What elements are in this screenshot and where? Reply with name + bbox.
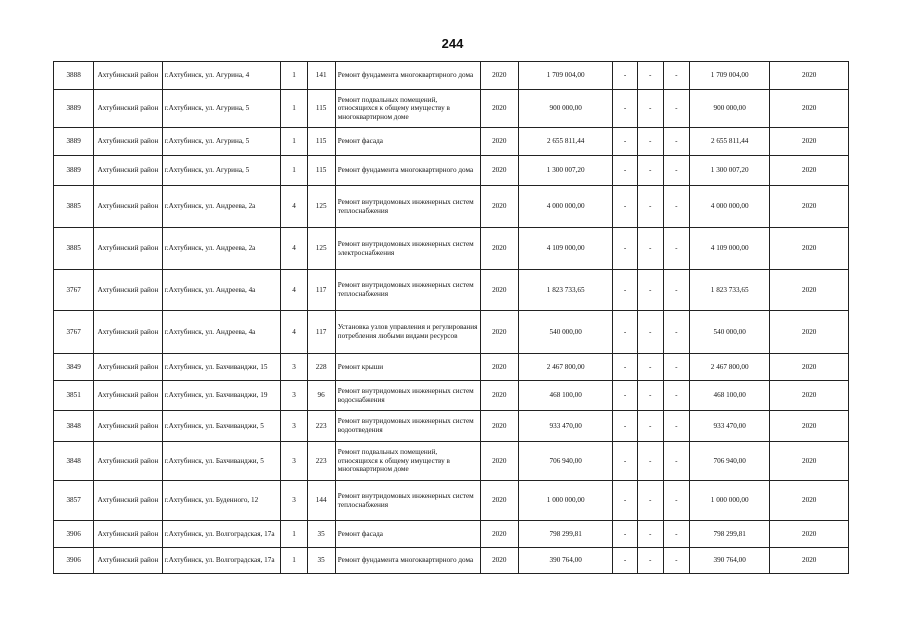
district-cell: Ахтубинский район [94, 381, 162, 411]
cost-cell: 390 764,00 [518, 548, 613, 574]
dash-cell: - [663, 521, 689, 548]
dash-cell: - [663, 442, 689, 481]
year-cell: 2020 [480, 270, 518, 311]
dash-cell: - [663, 481, 689, 521]
dash-cell: - [613, 90, 637, 128]
total-cell: 4 109 000,00 [689, 228, 770, 270]
year-cell: 2020 [480, 548, 518, 574]
dash-cell: - [663, 311, 689, 354]
table-row [54, 156, 849, 186]
dash-cell: - [637, 228, 663, 270]
cost-cell: 2 655 811,44 [518, 128, 613, 156]
table-row [54, 548, 849, 574]
end-year-cell: 2020 [770, 521, 849, 548]
district-cell: Ахтубинский район [94, 442, 162, 481]
district-cell: Ахтубинский район [94, 311, 162, 354]
table-row [54, 354, 849, 381]
end-year-cell: 2020 [770, 128, 849, 156]
work-type-cell: Ремонт фундамента многоквартирного дома [335, 548, 480, 574]
apartments-cell: 35 [307, 548, 335, 574]
row-id: 3851 [54, 381, 94, 411]
end-year-cell: 2020 [770, 411, 849, 442]
dash-cell: - [637, 521, 663, 548]
district-cell: Ахтубинский район [94, 156, 162, 186]
cost-cell: 468 100,00 [518, 381, 613, 411]
floors-cell: 1 [281, 548, 307, 574]
dash-cell: - [637, 128, 663, 156]
dash-cell: - [637, 548, 663, 574]
address-cell: г.Ахтубинск, ул. Бахчиванджи, 15 [162, 354, 281, 381]
row-id: 3889 [54, 90, 94, 128]
work-type-cell: Ремонт внутридомовых инженерных систем теплоснабжения [335, 186, 480, 228]
district-cell: Ахтубинский район [94, 128, 162, 156]
total-cell: 1 000 000,00 [689, 481, 770, 521]
work-type-cell: Установка узлов управления и регулирования потребления любыми видами ресурсов [335, 311, 480, 354]
year-cell: 2020 [480, 62, 518, 90]
work-type-cell: Ремонт подвальных помещений, относящихся к общему имуществу в многоквартирном доме [335, 90, 480, 128]
dash-cell: - [637, 442, 663, 481]
apartments-cell: 115 [307, 90, 335, 128]
work-type-cell: Ремонт подвальных помещений, относящихся к общему имуществу в многоквартирном доме [335, 442, 480, 481]
district-cell: Ахтубинский район [94, 270, 162, 311]
row-id: 3889 [54, 128, 94, 156]
district-cell: Ахтубинский район [94, 186, 162, 228]
row-id: 3885 [54, 186, 94, 228]
end-year-cell: 2020 [770, 156, 849, 186]
dash-cell: - [663, 62, 689, 90]
work-type-cell: Ремонт внутридомовых инженерных систем электроснабжения [335, 228, 480, 270]
district-cell: Ахтубинский район [94, 548, 162, 574]
row-id: 3906 [54, 548, 94, 574]
table-row [54, 381, 849, 411]
apartments-cell: 115 [307, 128, 335, 156]
cost-cell: 1 000 000,00 [518, 481, 613, 521]
dash-cell: - [613, 186, 637, 228]
floors-cell: 1 [281, 128, 307, 156]
address-cell: г.Ахтубинск, ул. Андреева, 2а [162, 186, 281, 228]
cost-cell: 1 709 004,00 [518, 62, 613, 90]
dash-cell: - [613, 548, 637, 574]
floors-cell: 3 [281, 481, 307, 521]
total-cell: 468 100,00 [689, 381, 770, 411]
dash-cell: - [663, 548, 689, 574]
floors-cell: 4 [281, 311, 307, 354]
dash-cell: - [663, 354, 689, 381]
apartments-cell: 125 [307, 228, 335, 270]
total-cell: 540 000,00 [689, 311, 770, 354]
dash-cell: - [613, 481, 637, 521]
end-year-cell: 2020 [770, 270, 849, 311]
work-type-cell: Ремонт внутридомовых инженерных систем водоснабжения [335, 381, 480, 411]
dash-cell: - [637, 156, 663, 186]
dash-cell: - [613, 411, 637, 442]
district-cell: Ахтубинский район [94, 62, 162, 90]
row-id: 3767 [54, 270, 94, 311]
cost-cell: 4 109 000,00 [518, 228, 613, 270]
dash-cell: - [637, 311, 663, 354]
address-cell: г.Ахтубинск, ул. Агурина, 4 [162, 62, 281, 90]
dash-cell: - [613, 270, 637, 311]
floors-cell: 1 [281, 90, 307, 128]
row-id: 3848 [54, 411, 94, 442]
dash-cell: - [613, 521, 637, 548]
district-cell: Ахтубинский район [94, 411, 162, 442]
table-row [54, 270, 849, 311]
apartments-cell: 96 [307, 381, 335, 411]
dash-cell: - [613, 156, 637, 186]
total-cell: 2 655 811,44 [689, 128, 770, 156]
dash-cell: - [663, 156, 689, 186]
apartments-cell: 144 [307, 481, 335, 521]
dash-cell: - [663, 381, 689, 411]
dash-cell: - [663, 186, 689, 228]
apartments-cell: 117 [307, 311, 335, 354]
address-cell: г.Ахтубинск, ул. Агурина, 5 [162, 128, 281, 156]
district-cell: Ахтубинский район [94, 521, 162, 548]
dash-cell: - [613, 381, 637, 411]
year-cell: 2020 [480, 354, 518, 381]
dash-cell: - [613, 62, 637, 90]
cost-cell: 540 000,00 [518, 311, 613, 354]
year-cell: 2020 [480, 381, 518, 411]
cost-cell: 4 000 000,00 [518, 186, 613, 228]
end-year-cell: 2020 [770, 311, 849, 354]
apartments-cell: 228 [307, 354, 335, 381]
cost-cell: 900 000,00 [518, 90, 613, 128]
address-cell: г.Ахтубинск, ул. Буденного, 12 [162, 481, 281, 521]
end-year-cell: 2020 [770, 228, 849, 270]
year-cell: 2020 [480, 481, 518, 521]
district-cell: Ахтубинский район [94, 481, 162, 521]
floors-cell: 4 [281, 228, 307, 270]
page-number: 244 [441, 36, 464, 51]
total-cell: 1 300 007,20 [689, 156, 770, 186]
dash-cell: - [663, 270, 689, 311]
work-type-cell: Ремонт внутридомовых инженерных систем теплоснабжения [335, 481, 480, 521]
address-cell: г.Ахтубинск, ул. Агурина, 5 [162, 90, 281, 128]
address-cell: г.Ахтубинск, ул. Бахчиванджи, 5 [162, 442, 281, 481]
dash-cell: - [663, 90, 689, 128]
floors-cell: 1 [281, 156, 307, 186]
address-cell: г.Ахтубинск, ул. Волгоградская, 17а [162, 521, 281, 548]
end-year-cell: 2020 [770, 381, 849, 411]
year-cell: 2020 [480, 128, 518, 156]
year-cell: 2020 [480, 228, 518, 270]
cost-cell: 706 940,00 [518, 442, 613, 481]
end-year-cell: 2020 [770, 548, 849, 574]
table-row [54, 442, 849, 481]
address-cell: г.Ахтубинск, ул. Андреева, 4а [162, 311, 281, 354]
floors-cell: 3 [281, 354, 307, 381]
year-cell: 2020 [480, 186, 518, 228]
table-row [54, 62, 849, 90]
work-type-cell: Ремонт крыши [335, 354, 480, 381]
end-year-cell: 2020 [770, 442, 849, 481]
floors-cell: 4 [281, 186, 307, 228]
dash-cell: - [637, 270, 663, 311]
dash-cell: - [663, 228, 689, 270]
total-cell: 798 299,81 [689, 521, 770, 548]
table-row [54, 228, 849, 270]
work-type-cell: Ремонт фундамента многоквартирного дома [335, 156, 480, 186]
dash-cell: - [637, 62, 663, 90]
apartments-cell: 125 [307, 186, 335, 228]
address-cell: г.Ахтубинск, ул. Волгоградская, 17а [162, 548, 281, 574]
dash-cell: - [613, 442, 637, 481]
row-id: 3906 [54, 521, 94, 548]
end-year-cell: 2020 [770, 90, 849, 128]
row-id: 3888 [54, 62, 94, 90]
total-cell: 706 940,00 [689, 442, 770, 481]
work-type-cell: Ремонт внутридомовых инженерных систем водоотведения [335, 411, 480, 442]
apartments-cell: 223 [307, 411, 335, 442]
total-cell: 1 709 004,00 [689, 62, 770, 90]
row-id: 3849 [54, 354, 94, 381]
cost-cell: 2 467 800,00 [518, 354, 613, 381]
end-year-cell: 2020 [770, 354, 849, 381]
floors-cell: 3 [281, 381, 307, 411]
dash-cell: - [663, 411, 689, 442]
floors-cell: 3 [281, 442, 307, 481]
dash-cell: - [613, 128, 637, 156]
district-cell: Ахтубинский район [94, 228, 162, 270]
table-body [54, 62, 849, 574]
cost-cell: 1 300 007,20 [518, 156, 613, 186]
apartments-cell: 141 [307, 62, 335, 90]
year-cell: 2020 [480, 90, 518, 128]
apartments-cell: 115 [307, 156, 335, 186]
total-cell: 2 467 800,00 [689, 354, 770, 381]
end-year-cell: 2020 [770, 481, 849, 521]
floors-cell: 1 [281, 62, 307, 90]
work-type-cell: Ремонт фундамента многоквартирного дома [335, 62, 480, 90]
address-cell: г.Ахтубинск, ул. Бахчиванджи, 5 [162, 411, 281, 442]
total-cell: 933 470,00 [689, 411, 770, 442]
table-row [54, 481, 849, 521]
address-cell: г.Ахтубинск, ул. Андреева, 2а [162, 228, 281, 270]
total-cell: 390 764,00 [689, 548, 770, 574]
work-type-cell: Ремонт фасада [335, 521, 480, 548]
total-cell: 4 000 000,00 [689, 186, 770, 228]
end-year-cell: 2020 [770, 62, 849, 90]
district-cell: Ахтубинский район [94, 354, 162, 381]
table-row [54, 521, 849, 548]
dash-cell: - [613, 311, 637, 354]
end-year-cell: 2020 [770, 186, 849, 228]
year-cell: 2020 [480, 156, 518, 186]
work-type-cell: Ремонт фасада [335, 128, 480, 156]
row-id: 3889 [54, 156, 94, 186]
year-cell: 2020 [480, 411, 518, 442]
total-cell: 1 823 733,65 [689, 270, 770, 311]
apartments-cell: 35 [307, 521, 335, 548]
work-type-cell: Ремонт внутридомовых инженерных систем теплоснабжения [335, 270, 480, 311]
address-cell: г.Ахтубинск, ул. Андреева, 4а [162, 270, 281, 311]
table-row [54, 90, 849, 128]
dash-cell: - [637, 481, 663, 521]
row-id: 3767 [54, 311, 94, 354]
apartments-cell: 117 [307, 270, 335, 311]
district-cell: Ахтубинский район [94, 90, 162, 128]
dash-cell: - [613, 228, 637, 270]
cost-cell: 1 823 733,65 [518, 270, 613, 311]
table-row [54, 186, 849, 228]
floors-cell: 3 [281, 411, 307, 442]
row-id: 3885 [54, 228, 94, 270]
table-row [54, 311, 849, 354]
dash-cell: - [637, 186, 663, 228]
year-cell: 2020 [480, 311, 518, 354]
address-cell: г.Ахтубинск, ул. Бахчиванджи, 19 [162, 381, 281, 411]
dash-cell: - [637, 411, 663, 442]
row-id: 3848 [54, 442, 94, 481]
dash-cell: - [637, 354, 663, 381]
dash-cell: - [613, 354, 637, 381]
repair-registry-table [53, 61, 849, 574]
address-cell: г.Ахтубинск, ул. Агурина, 5 [162, 156, 281, 186]
year-cell: 2020 [480, 442, 518, 481]
dash-cell: - [663, 128, 689, 156]
dash-cell: - [637, 90, 663, 128]
total-cell: 900 000,00 [689, 90, 770, 128]
dash-cell: - [637, 381, 663, 411]
cost-cell: 933 470,00 [518, 411, 613, 442]
year-cell: 2020 [480, 521, 518, 548]
row-id: 3857 [54, 481, 94, 521]
floors-cell: 1 [281, 521, 307, 548]
floors-cell: 4 [281, 270, 307, 311]
table-row [54, 411, 849, 442]
table-row [54, 128, 849, 156]
cost-cell: 798 299,81 [518, 521, 613, 548]
apartments-cell: 223 [307, 442, 335, 481]
